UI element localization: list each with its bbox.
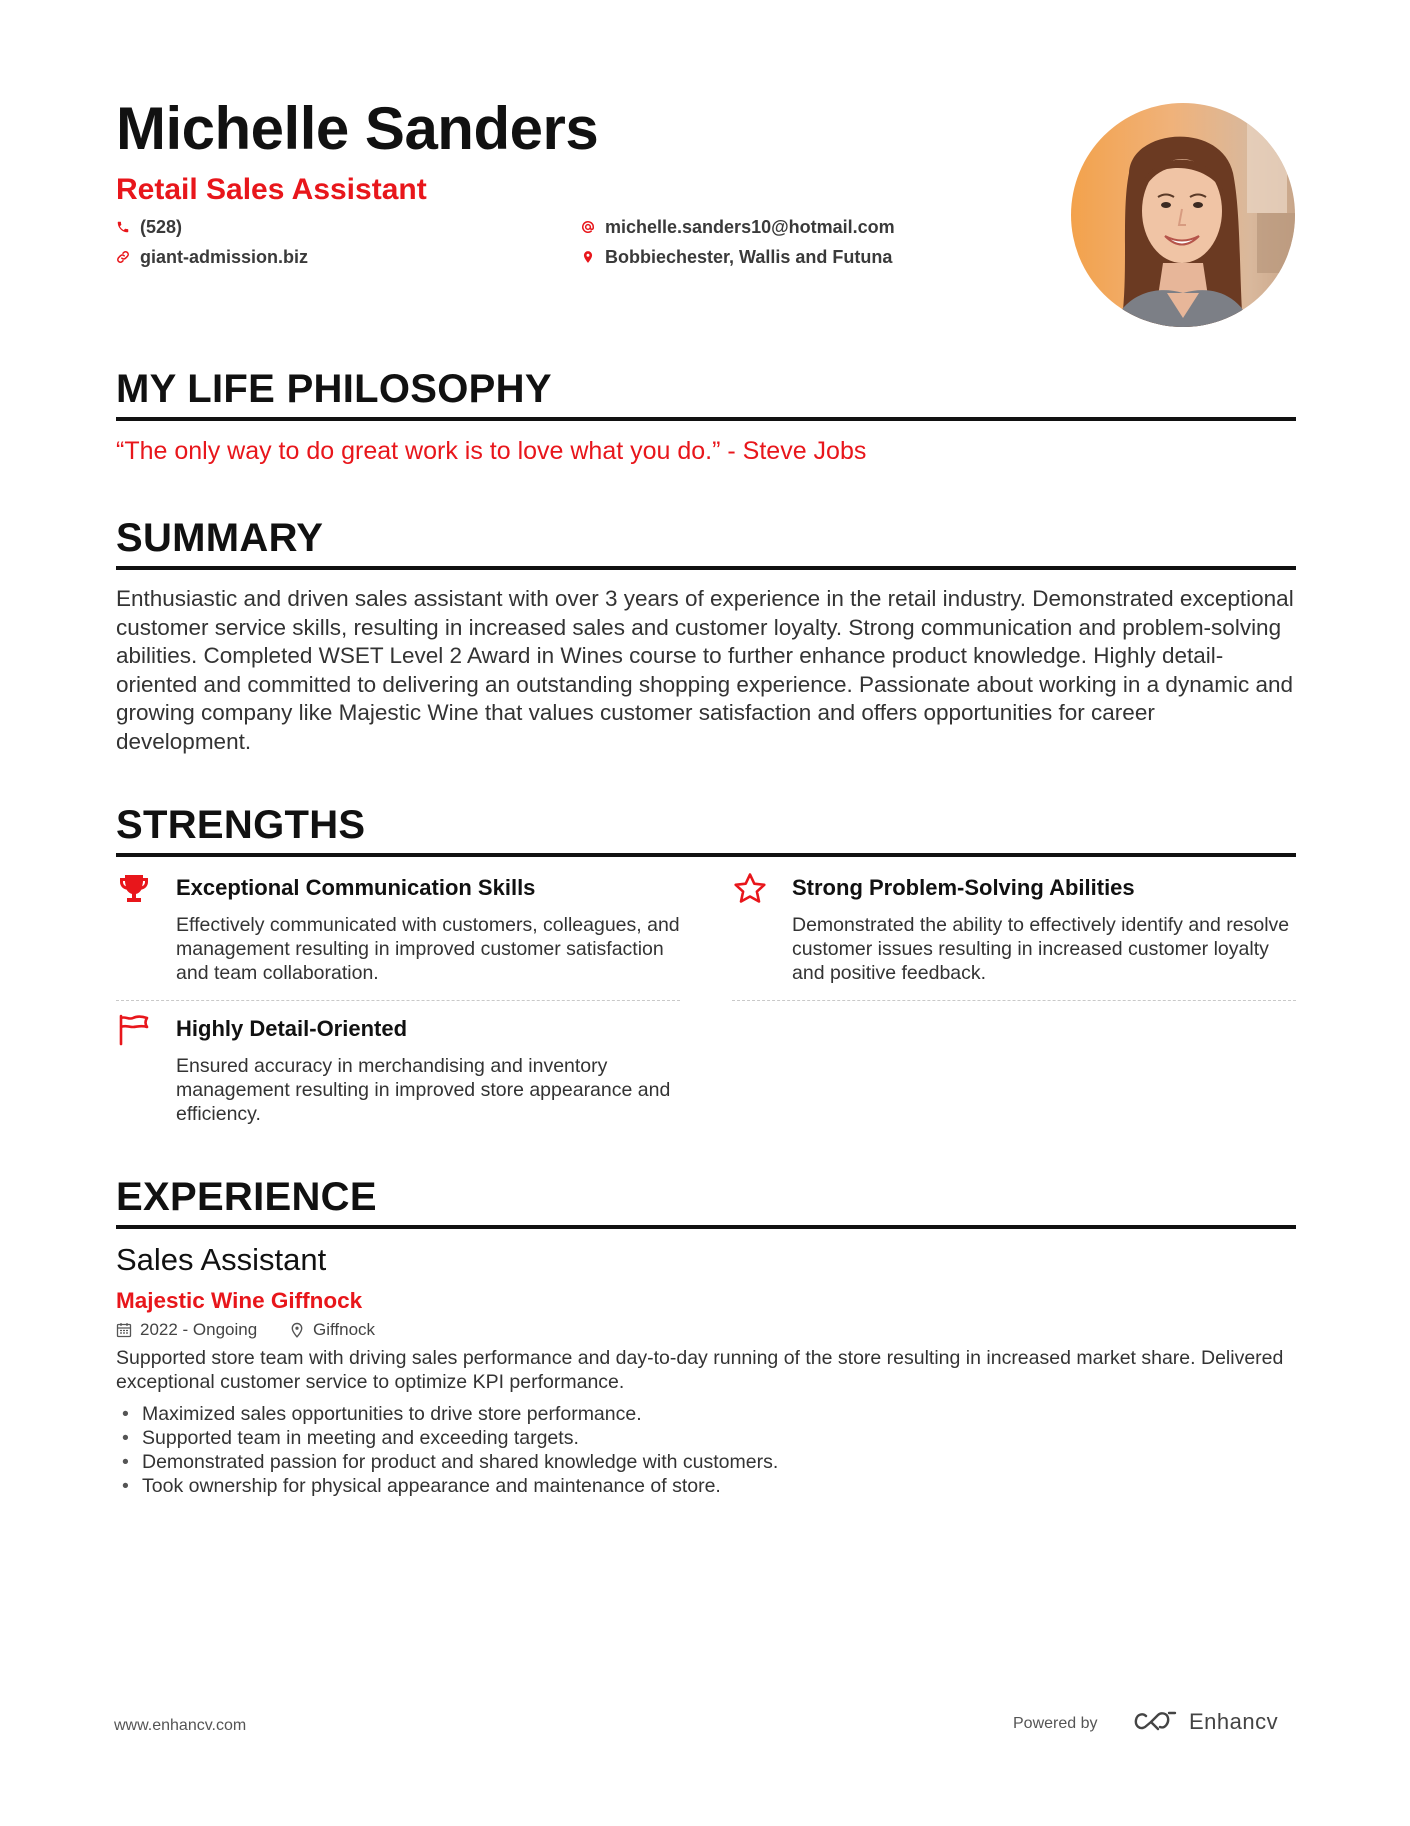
star-icon [732,871,768,907]
website-text: giant-admission.biz [140,247,309,267]
job-company: Majestic Wine Giffnock [116,1288,363,1313]
job-bullet: • Supported team in meeting and exceeding targets. [116,1426,1296,1450]
philosophy-quote: “The only way to do great work is to love what you do.” - Steve Jobs [116,437,867,465]
strength-item [732,871,1296,991]
candidate-title: Retail Sales Assistant [116,173,427,206]
enhancv-brand-text: Enhancv [1189,1709,1279,1734]
phone-text: (528) [140,217,183,237]
at-icon [581,218,595,236]
job-dates-text: 2022 - Ongoing [140,1320,258,1339]
contact-location [581,248,892,266]
strength-item [116,1012,680,1132]
candidate-name: Michelle Sanders [116,95,599,162]
contact-email[interactable] [581,218,895,236]
summary-divider [116,566,1296,570]
job-bullets [116,1402,1296,1498]
strength-description: Effectively communicated with customers, colleagues, and management resulting in improved customer satisfaction and team collaboration. [176,914,680,984]
location-pin-icon [289,1322,305,1338]
strength-description: Demonstrated the ability to effectively identify and resolve customer issues resulting in increased customer loyalty and positive feedback. [792,914,1290,984]
job-bullet: • Took ownership for physical appearance and maintenance of store. [116,1474,1296,1498]
email-text: michelle.sanders10@hotmail.com [605,217,895,237]
experience-heading: EXPERIENCE [116,1175,377,1219]
experience-divider [116,1225,1296,1229]
strength-item [116,871,680,991]
summary-text: Enthusiastic and driven sales assistant with over 3 years of experience in the retail industry. Demonstrated exceptional customer service skills, resulting in increased sales and customer loyalty. Strong communication and problem-solving abilities. Completed WSET Level 2 Award in Wines course to further enhance product knowledge. Highly detail-oriented and committed to delivering an outstanding shopping experience. Passionate about working in a dynamic and growing company like Majestic Wine that values customer satisfaction and offers opportunities for career development. [116,586,1294,754]
job-location [289,1320,375,1340]
contact-phone [116,218,182,236]
phone-icon [116,218,130,236]
strength-description: Ensured accuracy in merchandising and inventory management resulting in improved store appearance and efficiency. [176,1055,671,1125]
job-description: Supported store team with driving sales performance and day-to-day running of the store resulting in increased market share. Delivered exceptional customer service to optimize KPI performance. [116,1347,1284,1393]
flag-icon [116,1012,152,1048]
job-dates [116,1320,257,1340]
trophy-icon [116,871,152,907]
strength-title: Exceptional Communication Skills [176,875,536,900]
job-bullet: • Demonstrated passion for product and shared knowledge with customers. [116,1450,1296,1474]
strength-separator [732,1000,1296,1001]
strength-title: Strong Problem-Solving Abilities [792,875,1135,900]
link-icon [116,248,130,266]
job-role: Sales Assistant [116,1242,327,1277]
location-text: Bobbiechester, Wallis and Futuna [605,247,893,267]
strength-title: Highly Detail-Oriented [176,1016,408,1041]
enhancv-logo-icon [1131,1707,1179,1737]
profile-photo [1071,103,1295,327]
philosophy-heading: MY LIFE PHILOSOPHY [116,367,552,411]
footer-powered-by: Powered by [1013,1715,1098,1732]
strengths-heading: STRENGTHS [116,803,366,847]
footer-url[interactable]: www.enhancv.com [114,1717,247,1734]
calendar-icon [116,1322,132,1338]
job-bullet: • Maximized sales opportunities to drive store performance. [116,1402,1296,1426]
contact-website[interactable] [116,248,308,266]
job-location-text: Giffnock [313,1320,376,1339]
strength-separator [116,1000,680,1001]
summary-heading: SUMMARY [116,516,324,560]
strengths-divider [116,853,1296,857]
location-pin-icon [581,248,595,266]
philosophy-divider [116,417,1296,421]
enhancv-logo[interactable] [1131,1707,1278,1737]
